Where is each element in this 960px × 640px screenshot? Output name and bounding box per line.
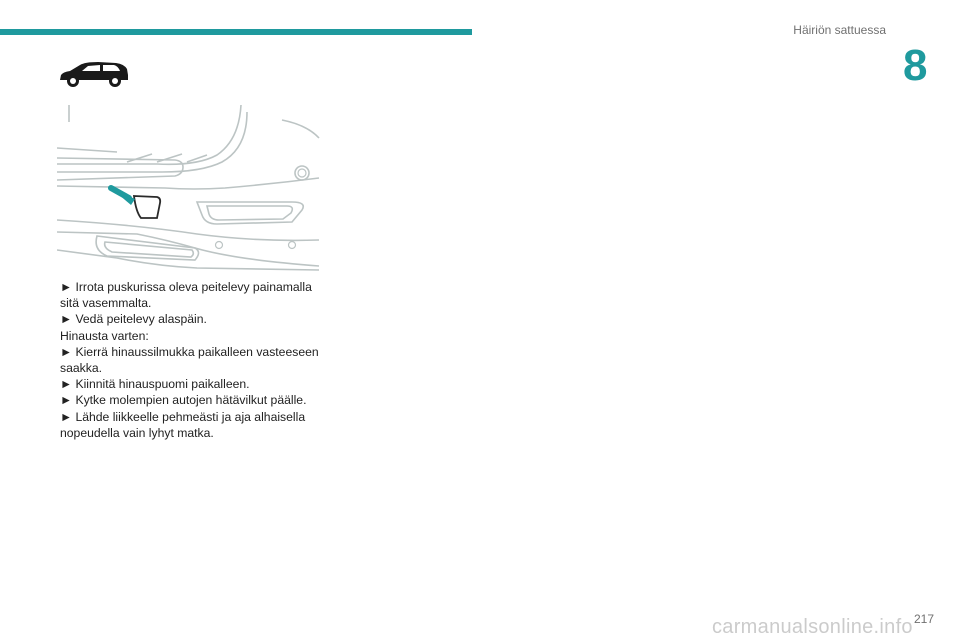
header-accent-bar bbox=[0, 29, 472, 35]
instruction-line: Hinausta varten: bbox=[60, 328, 149, 343]
watermark-text: carmanualsonline.info bbox=[712, 616, 913, 638]
instruction-line: ► Vedä peitelevy alaspäin. bbox=[60, 312, 207, 327]
chapter-number: 8 bbox=[903, 41, 928, 90]
instructions-text bbox=[60, 279, 330, 441]
instruction-line: ► Kytke molempien autojen hätävilkut päälle. bbox=[60, 393, 307, 408]
suv-car-icon bbox=[58, 60, 130, 90]
instruction-line: ► Lähde liikkeelle pehmeästi ja aja alhaisella nopeudella vain lyhyt matka. bbox=[60, 409, 306, 440]
instruction-line: ► Irrota puskurissa oleva peitelevy painamalla sitä vasemmalta. bbox=[60, 280, 312, 311]
section-title: Häiriön sattuessa bbox=[793, 23, 886, 37]
rear-bumper-illustration bbox=[57, 100, 322, 272]
instruction-line: ► Kiinnitä hinauspuomi paikalleen. bbox=[60, 377, 250, 392]
page-number: 217 bbox=[914, 612, 935, 626]
instruction-line: ► Kierrä hinaussilmukka paikalleen vasteeseen saakka. bbox=[60, 344, 319, 376]
